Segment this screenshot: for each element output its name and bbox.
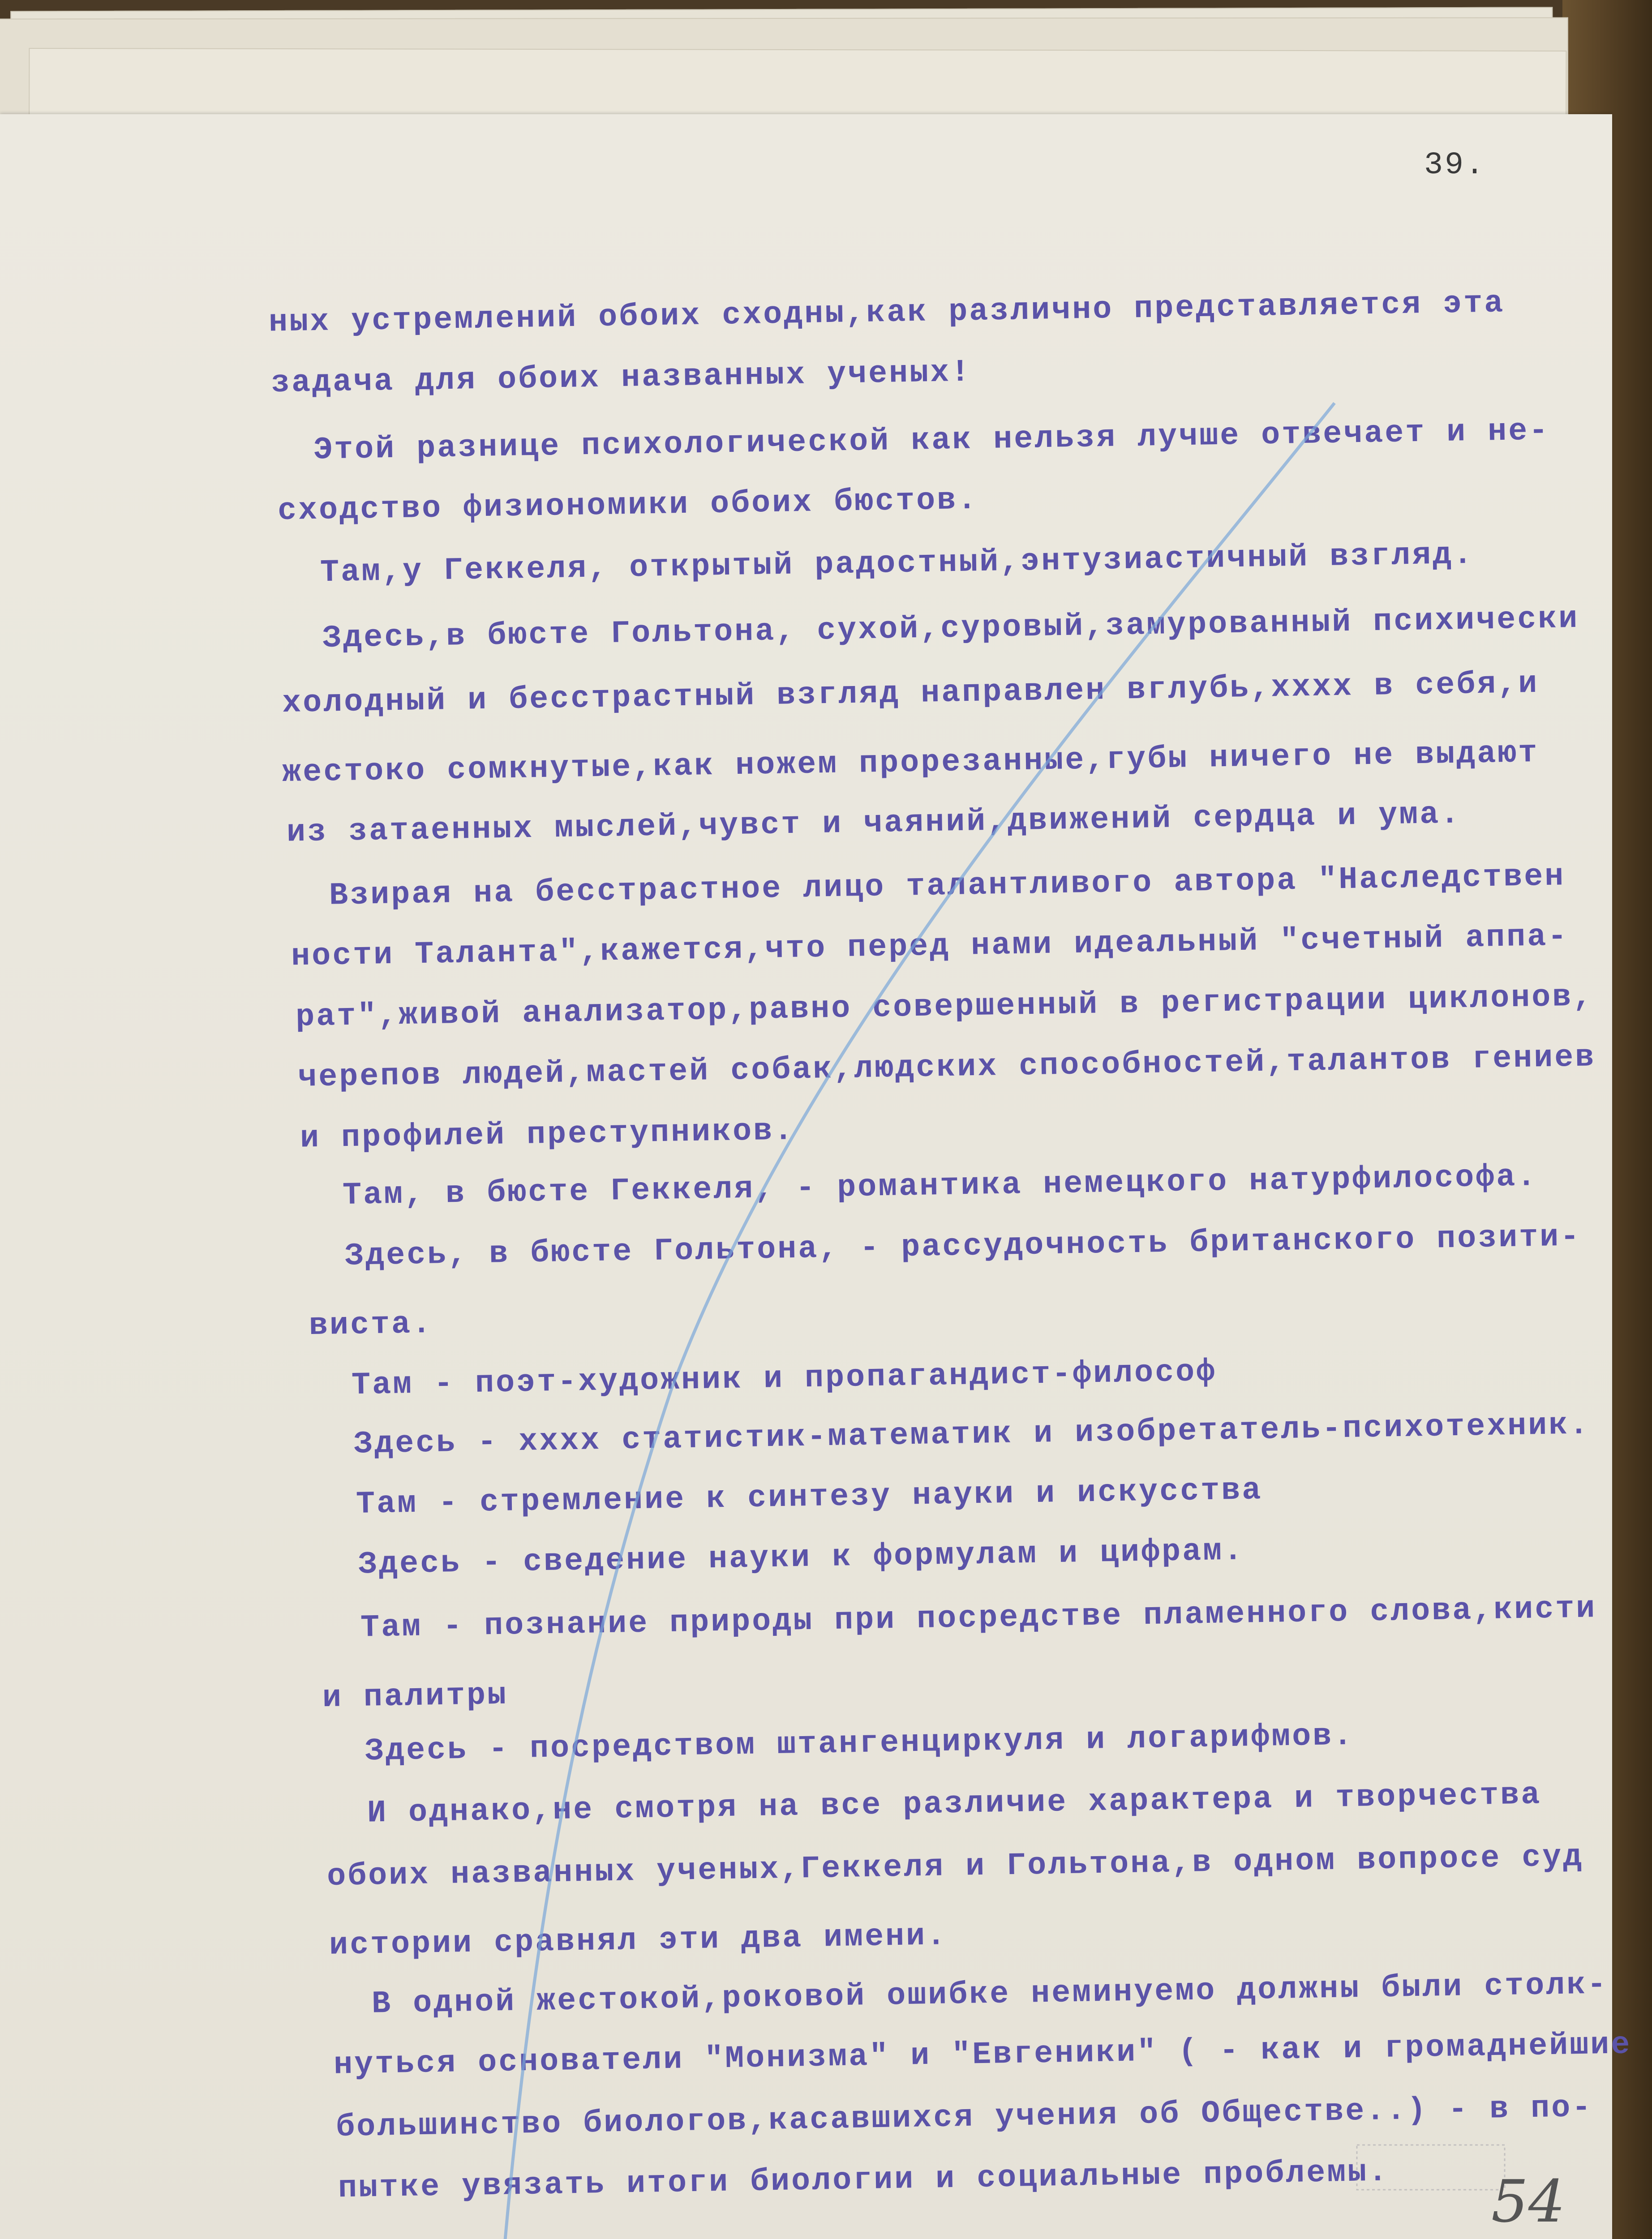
text-line: и профилей преступников. [300,1113,795,1157]
text-line: истории сравнял эти два имени. [329,1918,948,1964]
archive-folio-number: 54 [1491,2167,1566,2235]
text-line: пытке увязать итоги биологии и социальные проблемы. [338,2154,1389,2207]
text-line: рат",живой анализатор,равно совершенный в регистрации циклонов, [295,979,1594,1035]
text-line: жестоко сомкнутые,как ножем прорезанные,губы ничего не выдают [282,735,1539,791]
text-line: из затаенных мыслей,чувст и чаяний,движений сердца и ума. [286,797,1461,851]
text-line: В одной жестокой,роковой ошибке неминуемо должны были столк- [371,1967,1608,2022]
text-line: Здесь,в бюсте Гольтона, сухой,суровый,замурованный психически [322,601,1579,657]
text-line: И однако,не смотря на все различие характера и творчества [367,1777,1542,1832]
text-line: черепов людей,мастей собак,людских способностей,талантов гениев [297,1040,1596,1096]
text-line: нуться основатели "Монизма" и "Евгеники" ( - как и громаднейшие [333,2027,1632,2083]
text-line: Там - познание природы при посредстве пламенного слова,кисти [360,1591,1597,1646]
text-line: обоих названных ученых,Геккеля и Гольтона,в одном вопросе суд [326,1839,1584,1895]
archive-stamp [1352,2136,1514,2203]
text-line: виста. [309,1306,433,1344]
text-line: Там, в бюсте Геккеля, - романтика немецкого натурфилософа. [342,1159,1538,1214]
text-line: Здесь - посредством штангенциркуля и логарифмов. [365,1718,1354,1770]
text-line: Этой разнице психологической как нельзя лучше отвечает и не- [313,413,1550,468]
text-line: задача для обоих названных ученых! [270,355,972,402]
text-line: Здесь - сведение науки к формулам и цифрам. [358,1533,1244,1583]
text-line: холодный и бесстрастный взгляд направлен вглубь,xxxx в себя,и [282,666,1539,722]
text-line: и палитры [322,1677,508,1716]
text-line: Здесь - xxxx статистик-математик и изобретатель-психотехник. [353,1407,1590,1463]
text-line: ности Таланта",кажется,что перед нами идеальный "счетный аппа- [291,919,1569,975]
text-line: Там,у Геккеля, открытый радостный,энтузиастичный взгляд. [320,537,1474,591]
stamp-mark [1352,2136,1514,2203]
text-line: Там - поэт-художник и пропагандист-философ [351,1354,1217,1404]
page-number: 39. [1424,148,1486,183]
text-line: Взирая на бесстрастное лицо талантливого автора "Наследствен [329,859,1566,914]
text-line: Там - стремление к синтезу науки и искусства [356,1473,1263,1523]
text-line: сходство физиономики обоих бюстов. [277,482,978,529]
text-line: Здесь, в бюсте Гольтона, - рассудочность британского позити- [344,1219,1581,1274]
text-line: ных устремлений обоих сходны,как различно представляется эта [268,286,1505,341]
text-line: большинство биологов,касавшихся учения об Обществе..) - в по- [335,2090,1593,2146]
